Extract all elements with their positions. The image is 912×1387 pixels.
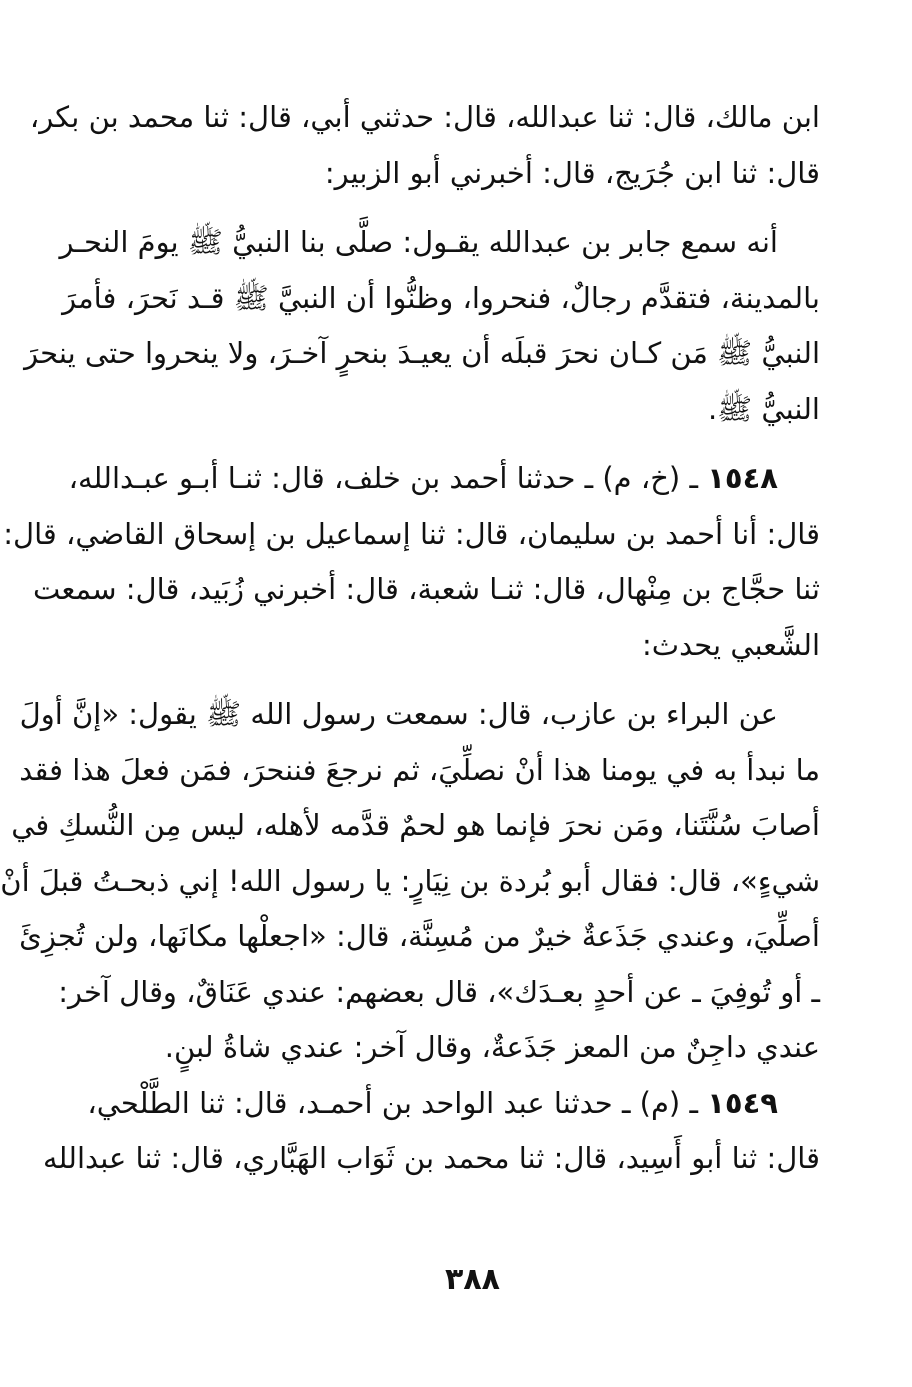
text-line: الشَّعبي يحدث: — [642, 627, 820, 662]
text-line: قال: ثنا ابن جُرَيج، قال: أخبرني أبو الزبير: — [324, 155, 820, 190]
text-line: قال: ثنا أبو أَسِيد، قال: ثنا محمد بن ثَوَاب الهَبَّاري، قال: ثنا عبدالله — [42, 1141, 820, 1175]
text-line: عندي داجِنٌ من المعز جَذَعةٌ، وقال آخر: عندي شاةُ لبنٍ. — [164, 1030, 820, 1064]
paragraph — [29, 90, 820, 201]
text-line: بالمدينة، فتقدَّم رجالٌ، فنحروا، وظنُّوا أن النبيَّ ﷺ قـد نَحرَ، فأمرَ — [62, 280, 820, 315]
hadith-number: ١٥٤٩ — [707, 1085, 778, 1120]
text-line — [87, 1076, 820, 1132]
text-line: شيءٍ»، قال: فقال أبو بُردة بن نِيَارٍ: يا رسول الله! إني ذبحـتُ قبلَ أنْ — [0, 863, 820, 898]
text-line: أصلِّيَ، وعندي جَذَعةٌ خيرٌ من مُسِنَّة، قال: «اجعلْها مكانَها، ولن تُجزِئَ — [19, 919, 820, 953]
hadith-entry — [42, 1076, 820, 1187]
text-line: ابن مالك، قال: ثنا عبدالله، قال: حدثني أبي، قال: ثنا محمد بن بكر، — [29, 100, 820, 134]
page-number: ٣٨٨ — [445, 1262, 500, 1297]
hadith-number: ١٥٤٨ — [707, 461, 778, 495]
page-body — [0, 90, 820, 1187]
text-line-content: ـ (م) ـ حدثنا عبد الواحد بن أحمـد، قال: ثنا الطَّلْحي، — [87, 1085, 698, 1120]
text-line-content: ـ (خ، م) ـ حدثنا أحمد بن خلف، قال: ثنـا أبـو عبـدالله، — [68, 461, 698, 495]
text-line: ـ أو تُوفِيَ ـ عن أحدٍ بعـدَك»، قال بعضهم: عندي عَنَاقٌ، وقال آخر: — [58, 974, 820, 1009]
text-line: قال: أنا أحمد بن سليمان، قال: ثنا إسماعيل بن إسحاق القاضي، قال: — [3, 516, 820, 551]
text-line: النبيُّ ﷺ. — [707, 391, 820, 426]
text-line: ثنا حجَّاج بن مِنْهال، قال: ثنـا شعبة، قال: أخبرني زُبَيد، قال: سمعت — [33, 572, 820, 606]
hadith-entry — [3, 451, 820, 673]
text-line: النبيُّ ﷺ مَن كـان نحرَ قبلَه أن يعيـدَ بنحرٍ آخـرَ، ولا ينحروا حتى ينحرَ — [24, 336, 820, 370]
text-line: عن البراء بن عازب، قال: سمعت رسول الله ﷺ يقول: «إنَّ أولَ — [19, 697, 778, 731]
text-line — [68, 451, 820, 507]
text-line: أصابَ سُنَّتَنا، ومَن نحرَ فإنما هو لحمٌ قدَّمه لأهله، ليس مِن النُّسكِ في — [11, 808, 820, 842]
paragraph — [0, 687, 820, 1076]
text-line: أنه سمع جابر بن عبدالله يقـول: صلَّى بنا النبيُّ ﷺ يومَ النحـر — [59, 225, 778, 259]
text-line: ما نبدأ به في يومنا هذا أنْ نصلِّيَ، ثم نرجعَ فننحرَ، فمَن فعلَ هذا فقد — [19, 752, 820, 787]
paragraph — [24, 215, 820, 437]
